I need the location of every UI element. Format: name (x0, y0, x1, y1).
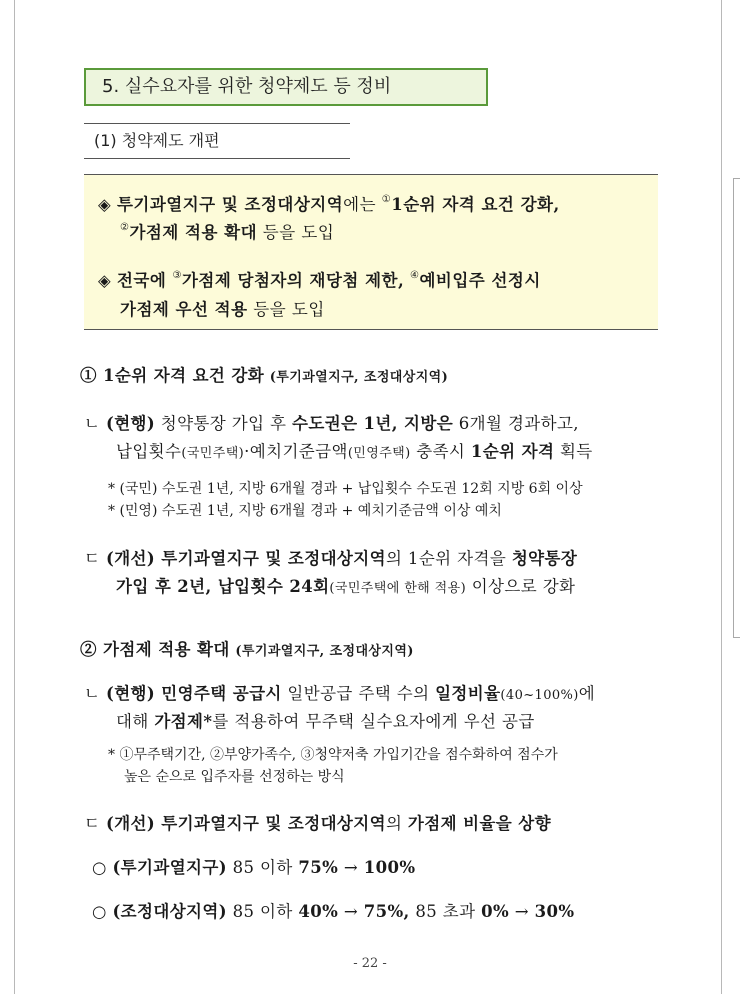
req2-current-line-2 (116, 708, 535, 732)
summary-text: 등을 도입 (247, 300, 325, 319)
ratio-from: 75% (298, 858, 339, 877)
body-text: (40~100%) (500, 688, 579, 703)
body-text: 대해 (116, 712, 155, 731)
circled-number: ③ (172, 270, 182, 281)
summary-item-1-line-2 (120, 219, 334, 243)
next-page-edge (733, 178, 740, 638)
body-text: 획득 (554, 442, 593, 461)
condition: 85 이하 (226, 902, 299, 921)
body-text: 일반공급 주택 수의 (281, 684, 436, 703)
diamond-bullet-icon: ◈ (98, 195, 112, 214)
body-text: 6개월 경과하고, (453, 414, 579, 433)
summary-text: 가점제 적용 확대 (129, 223, 258, 242)
body-text: 납입횟수 (116, 442, 182, 461)
ratio-row-adjusted (92, 898, 574, 922)
label-improved: (개선) (106, 814, 156, 833)
summary-item-2-line-2 (120, 296, 325, 320)
req1-improved-line-2 (116, 573, 575, 597)
body-text: 청약통장 가입 후 (155, 414, 293, 433)
heading-note: (투기과열지구, 조정대상지역) (235, 644, 414, 659)
req1-heading (80, 362, 448, 386)
circle-bullet-icon: ○ (92, 858, 107, 877)
body-text: 1순위 자격 (470, 442, 555, 461)
req2-improved-line (84, 810, 551, 834)
req2-note-line-1: * ①무주택기간, ②부양가족수, ③청약저축 가입기간을 점수화하여 점수가 (108, 747, 558, 763)
heading-text: ② 가점제 적용 확대 (80, 640, 230, 659)
body-text: 청약통장 (511, 549, 578, 568)
circle-bullet-icon: ○ (92, 902, 107, 921)
area-label: (투기과열지구) (112, 858, 227, 877)
corner-bullet-icon: ㄷ (84, 814, 101, 833)
req1-note-1: * (국민) 수도권 1년, 지방 6개월 경과 + 납입횟수 수도권 12회 지방 6회 이상 (108, 481, 583, 497)
page-number: - 22 - (353, 956, 387, 971)
body-text: 투기과열지구 및 조정대상지역 (155, 549, 386, 568)
arrow: → (509, 902, 535, 921)
diamond-bullet-icon: ◈ (98, 271, 112, 290)
req2-note-line-2: 높은 순으로 입주자를 선정하는 방식 (124, 769, 345, 785)
body-text: 가입 후 2년, 납입횟수 24회 (116, 577, 330, 596)
circled-number: ② (120, 222, 130, 233)
summary-text: 등을 도입 (257, 223, 335, 242)
body-text: (국민주택) (181, 446, 245, 461)
section-title: 5. 실수요자를 위한 청약제도 등 정비 (84, 68, 488, 106)
summary-item-1-line-1 (98, 191, 560, 215)
summary-text: 가점제 당첨자의 재당첨 제한, (181, 271, 405, 290)
body-text: 민영주택 공급시 (155, 684, 282, 703)
body-text: (국민주택에 한해 적용) (329, 581, 467, 596)
label-current: (현행) (106, 414, 156, 433)
ratio-from: 0% (481, 902, 510, 921)
ratio-to: 75%, (363, 902, 410, 921)
body-text: 가점제* (154, 712, 213, 731)
condition: 85 이하 (226, 858, 299, 877)
subsection-title: (1) 청약제도 개편 (84, 123, 350, 159)
req1-current-line-1 (84, 410, 579, 434)
heading-note: (투기과열지구, 조정대상지역) (269, 370, 449, 385)
ratio-row-overheated (92, 854, 415, 878)
summary-text: 가점제 우선 적용 (120, 300, 248, 319)
label-current: (현행) (106, 684, 156, 703)
condition: 85 초과 (409, 902, 482, 921)
arrow: → (338, 902, 364, 921)
body-text: 일정비율 (435, 684, 501, 703)
body-text: 충족시 (410, 442, 471, 461)
req1-current-line-2 (116, 438, 593, 462)
req2-heading (80, 636, 414, 660)
body-text: 수도권은 1년, 지방은 (292, 414, 454, 433)
circled-number: ① (381, 194, 392, 205)
summary-text: 예비입주 선정시 (419, 271, 541, 290)
corner-bullet-icon: ㄷ (84, 549, 101, 568)
corner-bullet-icon: ㄴ (84, 684, 101, 703)
body-text: 의 1순위 자격을 (385, 549, 512, 568)
body-text: 의 (385, 814, 408, 833)
body-text: 가점제 비율을 상향 (407, 814, 551, 833)
label-improved: (개선) (106, 549, 156, 568)
req1-improved-line-1 (84, 545, 577, 569)
summary-item-2-line-1 (98, 267, 541, 291)
ratio-from: 40% (298, 902, 339, 921)
body-text: 를 적용하여 무주택 실수요자에게 우선 공급 (212, 712, 535, 731)
summary-text: 전국에 (116, 271, 173, 290)
body-text: 에 (578, 684, 596, 703)
ratio-to: 100% (363, 858, 416, 877)
req2-current-line-1 (84, 680, 595, 704)
ratio-to: 30% (534, 902, 575, 921)
body-text: ·예치기준금액 (244, 442, 348, 461)
summary-text: 1순위 자격 요건 강화, (391, 195, 560, 214)
heading-text: ① 1순위 자격 요건 강화 (80, 366, 265, 385)
summary-text: 에는 (343, 195, 382, 214)
summary-box (84, 174, 658, 330)
body-text: 이상으로 강화 (466, 577, 576, 596)
arrow: → (338, 858, 364, 877)
req1-note-2: * (민영) 수도권 1년, 지방 6개월 경과 + 예치기준금액 이상 예치 (108, 503, 502, 519)
body-text: (민영주택) (347, 446, 411, 461)
area-label: (조정대상지역) (112, 902, 227, 921)
summary-text: 투기과열지구 및 조정대상지역 (116, 195, 344, 214)
circled-number: ④ (409, 270, 420, 281)
body-text: 투기과열지구 및 조정대상지역 (155, 814, 386, 833)
corner-bullet-icon: ㄴ (84, 414, 101, 433)
